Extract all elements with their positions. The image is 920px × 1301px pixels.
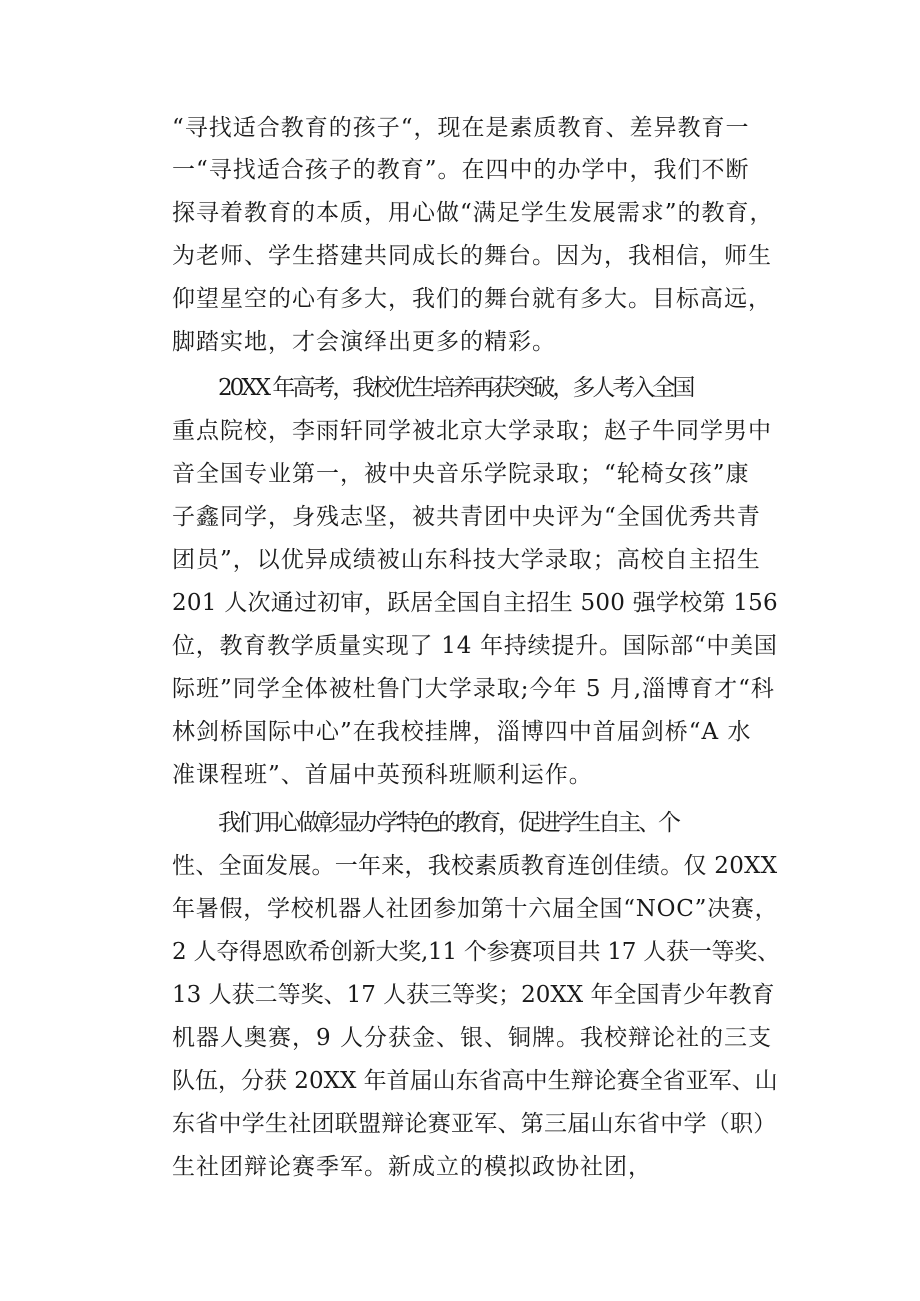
paragraph-1-line-4: 为老师、学生搭建共同成长的舞台。因为，我相信，师生 xyxy=(172,243,772,269)
paragraph-2-line-5: 团员”，以优异成绩被山东科技大学录取；高校自主招生 xyxy=(172,547,761,573)
paragraph-1-line-3: 探寻着教育的本质，用心做“满足学生发展需求”的教育， xyxy=(172,200,774,226)
paragraph-1-line-5: 仰望星空的心有多大，我们的舞台就有多大。目标高远， xyxy=(172,286,772,312)
paragraph-2-line-10: 准课程班”、首届中英预科班顺利运作。 xyxy=(172,762,593,788)
paragraph-2-line-4: 子鑫同学，身残志坚，被共青团中央评为“全国优秀共青 xyxy=(172,504,761,530)
paragraph-1-line-1: “寻找适合教育的孩子“，现在是素质教育、差异教育一 xyxy=(172,115,750,141)
paragraph-2-line-1: 20XX 年高考，我校优生培养再获突破，多人考入全国 xyxy=(218,375,693,401)
paragraph-3-line-5: 13 人获二等奖、17 人获三等奖；20XX 年全国青少年教育 xyxy=(172,982,775,1008)
paragraph-3-line-4: 2 人夺得恩欧希创新大奖,11 个参赛项目共 17 人获一等奖、 xyxy=(172,939,780,965)
paragraph-3-line-1: 我们用心做彰显办学特色的教育，促进学生自主、个 xyxy=(218,810,678,836)
paragraph-2-line-7: 位，教育教学质量实现了 14 年持续提升。国际部“中美国 xyxy=(172,633,778,659)
paragraph-3-line-3: 年暑假，学校机器人社团参加第十六届全国“NOC”决赛， xyxy=(172,896,779,922)
paragraph-2-line-9: 林剑桥国际中心”在我校挂牌，淄博四中首届剑桥“A 水 xyxy=(172,719,752,745)
paragraph-2-line-8: 际班”同学全体被杜鲁门大学录取;今年 5 月,淄博育才“科 xyxy=(172,676,775,702)
paragraph-3-line-2: 性、全面发展。一年来，我校素质教育连创佳绩。仅 20XX xyxy=(172,853,778,879)
paragraph-3-line-9: 生社团辩论赛季军。新成立的模拟政协社团， xyxy=(172,1154,652,1180)
paragraph-2-line-3: 音全国专业第一，被中央音乐学院录取；“轮椅女孩”康 xyxy=(172,461,750,487)
paragraph-3-line-8: 东省中学生社团联盟辩论赛亚军、第三届山东省中学（职） xyxy=(172,1111,777,1137)
paragraph-2-line-6: 201 人次通过初审，跃居全国自主招生 500 强学校第 156 xyxy=(172,590,778,616)
paragraph-3-line-6: 机器人奥赛，9 人分获金、银、铜牌。我校辩论社的三支 xyxy=(172,1025,772,1051)
paragraph-3-line-7: 队伍，分获 20XX 年首届山东省高中生辩论赛全省亚军、山 xyxy=(172,1068,778,1094)
paragraph-1-line-2: 一“寻找适合孩子的教育”。在四中的办学中，我们不断 xyxy=(172,157,750,183)
paragraph-1-line-6: 脚踏实地，才会演绎出更多的精彩。 xyxy=(172,329,556,355)
paragraph-2-line-2: 重点院校，李雨轩同学被北京大学录取；赵子牛同学男中 xyxy=(172,418,772,444)
